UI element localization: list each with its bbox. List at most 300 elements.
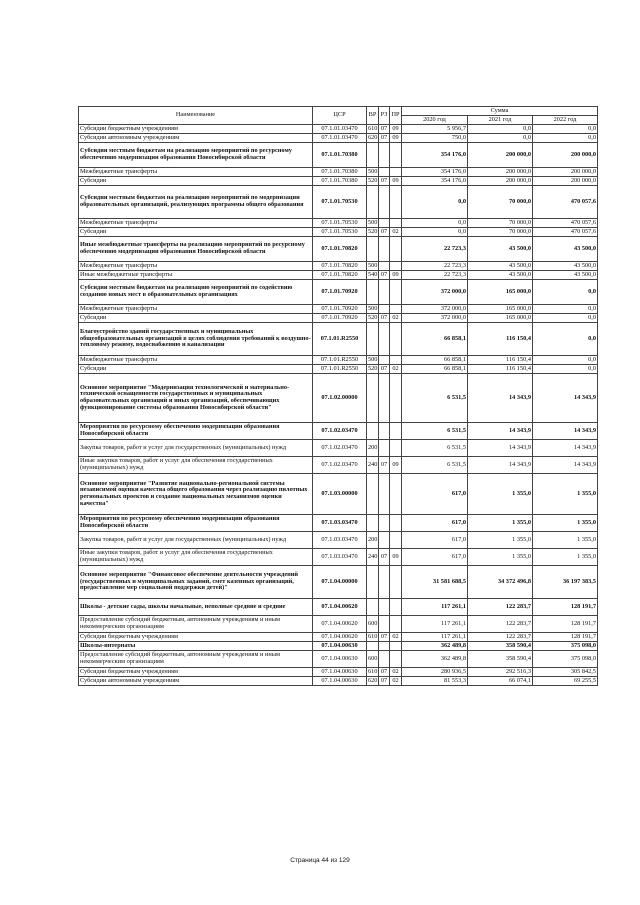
row-rz: [379, 440, 390, 457]
row-rz: 07: [379, 177, 390, 186]
row-rz: [379, 237, 390, 262]
budget-table: [78, 106, 598, 686]
row-value-2022: 305 842,5: [533, 668, 598, 677]
table-row: [79, 474, 598, 515]
row-name: Субсидии автономным учреждениям: [79, 677, 313, 686]
row-rz: 07: [379, 549, 390, 566]
row-name: Субсидии: [79, 177, 313, 186]
row-value-2020: 117 261,1: [402, 616, 468, 633]
row-pr: [390, 237, 402, 262]
row-value-2020: 6 531,5: [402, 440, 468, 457]
row-vr: 500: [368, 304, 378, 312]
row-csr: 07.1.01.70920: [313, 305, 367, 314]
row-csr: 07.1.04.00630: [313, 677, 367, 686]
row-name: Иные закупки товаров, работ и услуг для обеспечения государственных (муниципальных) нужд: [79, 549, 313, 566]
table-row: [79, 168, 598, 177]
row-name: Субсидии местным бюджетам на реализацию мероприятий по ресурсному обеспечению модернизации образования Новосибирской области: [79, 143, 313, 168]
row-value-2021: 0,0: [468, 125, 533, 134]
row-value-2020: 0,0: [402, 219, 468, 228]
row-name: Субсидии бюджетным учреждениям: [79, 633, 313, 642]
row-pr: [390, 219, 402, 228]
row-value-2021: 1 355,0: [468, 549, 533, 566]
row-name: Межбюджетные трансферты: [79, 219, 313, 228]
row-value-2022: 43 500,0: [533, 262, 598, 271]
row-value-2021: 292 516,3: [468, 668, 533, 677]
row-value-2022: 69 255,5: [533, 677, 598, 686]
row-value-2022: 470 057,6: [533, 219, 598, 228]
table-row: [79, 280, 598, 305]
row-value-2021: 165 000,0: [468, 314, 533, 323]
row-pr: [390, 356, 402, 365]
row-value-2022: 0,0: [533, 125, 598, 134]
row-csr: 07.1.01.70530: [313, 228, 367, 237]
row-vr: [367, 237, 379, 262]
row-csr: 07.1.01.70380: [313, 143, 367, 168]
row-rz: [379, 532, 390, 549]
row-value-2021: 122 283,7: [468, 599, 533, 616]
table-row: [79, 219, 598, 228]
row-vr: 500: [368, 355, 378, 363]
table-row: [79, 134, 598, 143]
row-rz: [379, 651, 390, 668]
row-csr: 07.1.04.00620: [313, 633, 367, 642]
row-value-2020: 372 000,0: [402, 280, 468, 305]
row-csr: 07.1.01.R2550: [313, 365, 367, 374]
row-value-2020: 81 553,3: [402, 677, 468, 686]
row-rz: [379, 642, 390, 651]
table-row: [79, 668, 598, 677]
row-csr: 07.1.04.00630: [313, 642, 367, 651]
row-value-2022: 1 355,0: [533, 515, 598, 532]
row-value-2022: 36 197 383,5: [533, 566, 598, 599]
table-row: [79, 599, 598, 616]
row-name: Основное мероприятие "Развитие национально-региональной системы независимой оценки качества общего образования через реализацию пилотных региональных проектов и создание национальных механизмов оценки качества": [79, 474, 313, 515]
row-csr: 07.1.04.00620: [313, 599, 367, 616]
row-name: Закупка товаров, работ и услуг для государственных (муниципальных) нужд: [79, 440, 313, 457]
row-pr: 09: [390, 549, 402, 566]
row-name: Межбюджетные трансферты: [79, 356, 313, 365]
row-value-2021: 70 000,0: [468, 219, 533, 228]
row-vr: [367, 515, 379, 532]
row-rz: 07: [379, 668, 390, 677]
table-row: [79, 228, 598, 237]
row-rz: [379, 219, 390, 228]
row-pr: [390, 616, 402, 633]
row-pr: [390, 305, 402, 314]
row-value-2021: 358 590,4: [468, 642, 533, 651]
row-csr: 07.1.03.03470: [313, 532, 367, 549]
row-value-2021: 43 500,0: [468, 237, 533, 262]
row-value-2020: 31 581 688,5: [402, 566, 468, 599]
row-value-2021: 116 150,4: [468, 323, 533, 356]
row-name: Школы - детские сады, школы начальные, неполные средние и средние: [79, 599, 313, 616]
row-csr: 07.1.04.00620: [313, 616, 367, 633]
row-value-2020: 280 936,5: [402, 668, 468, 677]
row-value-2021: 14 343,9: [468, 440, 533, 457]
row-value-2021: 165 000,0: [468, 305, 533, 314]
row-name: Мероприятия по ресурсному обеспечению модернизации образования Новосибирской области: [79, 423, 313, 440]
row-value-2020: 617,0: [402, 515, 468, 532]
row-value-2020: 66 858,1: [402, 356, 468, 365]
col-header-csr: ЦСР: [313, 107, 367, 125]
row-csr: 07.1.01.70380: [313, 177, 367, 186]
row-value-2022: 128 191,7: [533, 616, 598, 633]
row-pr: 02: [390, 365, 402, 374]
row-rz: [379, 566, 390, 599]
table-row: [79, 323, 598, 356]
row-name: Межбюджетные трансферты: [79, 262, 313, 271]
table-row: [79, 457, 598, 474]
row-value-2022: 0,0: [533, 356, 598, 365]
row-value-2021: 200 000,0: [468, 143, 533, 168]
row-value-2020: 362 489,8: [402, 651, 468, 668]
row-value-2021: 0,0: [468, 134, 533, 143]
row-csr: 07.1.02.03470: [313, 440, 367, 457]
row-value-2020: 6 531,5: [402, 457, 468, 474]
row-pr: 02: [390, 228, 402, 237]
row-vr: [367, 423, 379, 440]
row-name: Предоставление субсидий бюджетным, автономным учреждениям и иным некоммерческим организациям: [79, 616, 313, 633]
row-rz: 07: [379, 677, 390, 686]
row-pr: [390, 186, 402, 219]
table-row: [79, 515, 598, 532]
row-value-2022: 0,0: [533, 280, 598, 305]
row-value-2022: 1 355,0: [533, 549, 598, 566]
row-rz: [379, 356, 390, 365]
row-pr: 09: [390, 125, 402, 134]
row-name: Школы-интернаты: [79, 642, 313, 651]
row-vr: 620: [368, 676, 378, 684]
row-vr: [367, 642, 379, 651]
row-value-2021: 14 343,9: [468, 374, 533, 423]
row-rz: [379, 374, 390, 423]
row-name: Иные межбюджетные трансферты: [79, 271, 313, 280]
row-pr: [390, 323, 402, 356]
row-pr: 09: [390, 271, 402, 280]
row-name: Субсидии: [79, 314, 313, 323]
row-name: Иные закупки товаров, работ и услуг для обеспечения государственных (муниципальных) нужд: [79, 457, 313, 474]
row-vr: 500: [368, 261, 378, 269]
row-value-2020: 354 176,0: [402, 143, 468, 168]
row-rz: [379, 323, 390, 356]
row-pr: [390, 440, 402, 457]
row-csr: 07.1.01.70530: [313, 219, 367, 228]
row-name: Основное мероприятие "Финансовое обеспечение деятельности учреждений (государственных и муниципальных заданий, смет казенных организаций, предоставление мер социальной поддержки детей)": [79, 566, 313, 599]
row-name: Закупка товаров, работ и услуг для государственных (муниципальных) нужд: [79, 532, 313, 549]
row-csr: 07.1.04.00000: [313, 566, 367, 599]
row-value-2021: 116 150,4: [468, 365, 533, 374]
table-row: [79, 143, 598, 168]
row-pr: [390, 423, 402, 440]
row-csr: 07.1.01.70380: [313, 168, 367, 177]
row-pr: [390, 262, 402, 271]
row-vr: 620: [368, 133, 378, 141]
row-vr: [367, 143, 379, 168]
row-value-2020: 354 176,0: [402, 168, 468, 177]
row-value-2021: 1 355,0: [468, 532, 533, 549]
row-value-2020: 372 000,0: [402, 305, 468, 314]
row-value-2022: 14 343,9: [533, 457, 598, 474]
page-footer: Страница 44 из 129: [290, 857, 350, 864]
row-csr: 07.1.01.70530: [313, 186, 367, 219]
row-value-2022: 14 343,9: [533, 440, 598, 457]
row-value-2021: 200 000,0: [468, 177, 533, 186]
row-pr: [390, 168, 402, 177]
row-value-2022: 14 343,9: [533, 423, 598, 440]
row-value-2021: 116 150,4: [468, 356, 533, 365]
col-header-2022: 2022 год: [533, 116, 598, 125]
row-rz: 07: [379, 314, 390, 323]
col-header-vr: ВР: [367, 107, 379, 125]
row-name: Иные межбюджетные трансферты на реализацию мероприятий по ресурсному обеспечению модернизации образования Новосибирской области: [79, 237, 313, 262]
row-csr: 07.1.02.03470: [313, 423, 367, 440]
row-vr: [367, 186, 379, 219]
row-rz: 07: [379, 228, 390, 237]
row-value-2020: 617,0: [402, 474, 468, 515]
row-vr: 610: [368, 667, 378, 675]
row-csr: 07.1.03.00000: [313, 474, 367, 515]
row-rz: [379, 143, 390, 168]
col-header-rz: РЗ: [379, 107, 390, 125]
table-body: [79, 125, 598, 686]
row-value-2022: 43 500,0: [533, 271, 598, 280]
row-pr: [390, 599, 402, 616]
row-vr: [367, 280, 379, 305]
table-row: [79, 651, 598, 668]
table-row: [79, 374, 598, 423]
row-vr: [367, 374, 379, 423]
row-vr: 500: [368, 167, 378, 175]
row-vr: 600: [367, 651, 379, 668]
row-value-2020: 6 531,5: [402, 374, 468, 423]
col-header-2021: 2021 год: [468, 116, 533, 125]
row-pr: [390, 280, 402, 305]
row-pr: 09: [390, 177, 402, 186]
row-pr: [390, 374, 402, 423]
row-pr: 09: [390, 134, 402, 143]
row-value-2021: 1 355,0: [468, 474, 533, 515]
row-rz: [379, 186, 390, 219]
row-csr: 07.1.02.03470: [313, 457, 367, 474]
row-name: Субсидии: [79, 365, 313, 374]
row-csr: 07.1.01.R2550: [313, 356, 367, 365]
row-vr: [367, 323, 379, 356]
row-pr: 02: [390, 314, 402, 323]
row-vr: 520: [368, 227, 378, 235]
table-row: [79, 642, 598, 651]
row-value-2021: 34 372 496,8: [468, 566, 533, 599]
row-rz: [379, 280, 390, 305]
table-row: [79, 262, 598, 271]
table-row: [79, 423, 598, 440]
row-value-2021: 200 000,0: [468, 168, 533, 177]
table-row: [79, 125, 598, 134]
row-vr: 500: [368, 218, 378, 226]
row-csr: 07.1.01.03470: [313, 134, 367, 143]
row-vr: [367, 566, 379, 599]
row-rz: [379, 305, 390, 314]
row-rz: [379, 474, 390, 515]
col-header-sum: Сумма: [402, 107, 598, 116]
row-pr: 02: [390, 677, 402, 686]
row-value-2021: 122 283,7: [468, 616, 533, 633]
row-value-2022: 200 000,0: [533, 177, 598, 186]
row-rz: [379, 616, 390, 633]
row-value-2021: 165 000,0: [468, 280, 533, 305]
table-row: [79, 186, 598, 219]
row-value-2022: 14 343,9: [533, 374, 598, 423]
row-value-2022: 200 000,0: [533, 143, 598, 168]
row-rz: [379, 262, 390, 271]
row-rz: 07: [379, 365, 390, 374]
table-row: [79, 237, 598, 262]
row-rz: [379, 599, 390, 616]
row-vr: 240: [367, 457, 379, 474]
row-value-2022: 200 000,0: [533, 168, 598, 177]
row-rz: [379, 168, 390, 177]
row-value-2021: 122 283,7: [468, 633, 533, 642]
row-value-2022: 1 355,0: [533, 532, 598, 549]
row-value-2022: 0,0: [533, 314, 598, 323]
row-rz: [379, 515, 390, 532]
row-value-2020: 0,0: [402, 228, 468, 237]
row-name: Субсидии местным бюджетам на реализацию мероприятий по содействию созданию новых мест в образовательных организациях: [79, 280, 313, 305]
row-pr: [390, 143, 402, 168]
row-pr: [390, 566, 402, 599]
row-value-2022: 0,0: [533, 134, 598, 143]
row-rz: 07: [379, 633, 390, 642]
row-value-2022: 0,0: [533, 365, 598, 374]
table-row: [79, 365, 598, 374]
row-name: Субсидии местным бюджетам на реализацию мероприятий по модернизации образовательных организаций, реализующих программы общего образования: [79, 186, 313, 219]
row-value-2020: 5 956,7: [402, 125, 468, 134]
row-value-2022: 0,0: [533, 305, 598, 314]
row-value-2021: 43 500,0: [468, 262, 533, 271]
row-vr: 520: [368, 176, 378, 184]
row-value-2020: 6 531,5: [402, 423, 468, 440]
row-vr: [367, 474, 379, 515]
row-value-2020: 22 723,3: [402, 262, 468, 271]
row-name: Субсидии: [79, 228, 313, 237]
row-vr: 520: [368, 364, 378, 372]
row-csr: 07.1.01.70820: [313, 237, 367, 262]
row-csr: 07.1.04.00630: [313, 668, 367, 677]
row-value-2022: 128 191,7: [533, 633, 598, 642]
row-value-2020: 66 858,1: [402, 365, 468, 374]
col-header-2020: 2020 год: [402, 116, 468, 125]
row-csr: 07.1.01.R2550: [313, 323, 367, 356]
row-value-2022: 470 057,6: [533, 228, 598, 237]
row-pr: [390, 474, 402, 515]
col-header-name: Наименование: [79, 107, 313, 125]
row-name: Межбюджетные трансферты: [79, 168, 313, 177]
row-name: Мероприятия по ресурсному обеспечению модернизации образования Новосибирской области: [79, 515, 313, 532]
row-vr: 610: [368, 632, 378, 640]
row-value-2020: 617,0: [402, 549, 468, 566]
table-row: [79, 314, 598, 323]
row-pr: [390, 651, 402, 668]
row-value-2021: 14 343,9: [468, 457, 533, 474]
row-csr: 07.1.03.03470: [313, 549, 367, 566]
row-value-2022: 375 098,0: [533, 642, 598, 651]
row-value-2021: 70 000,0: [468, 228, 533, 237]
row-vr: 200: [367, 440, 379, 457]
table-row: [79, 440, 598, 457]
row-vr: 200: [367, 532, 379, 549]
row-value-2020: 354 176,0: [402, 177, 468, 186]
row-name: Предоставление субсидий бюджетным, автономным учреждениям и иным некоммерческим организациям: [79, 651, 313, 668]
row-csr: 07.1.02.00000: [313, 374, 367, 423]
row-value-2020: 362 489,8: [402, 642, 468, 651]
row-value-2020: 117 261,1: [402, 599, 468, 616]
row-pr: [390, 515, 402, 532]
row-vr: 610: [368, 124, 378, 132]
row-csr: 07.1.04.00630: [313, 651, 367, 668]
row-value-2021: 70 000,0: [468, 186, 533, 219]
table-row: [79, 177, 598, 186]
row-value-2020: 0,0: [402, 186, 468, 219]
table-row: [79, 633, 598, 642]
row-pr: [390, 532, 402, 549]
row-name: Основное мероприятие "Модернизация технологической и материально-технической оснащенности государственных и муниципальных образовательных организаций и иных организаций, обеспечивающих функционирование системы образования Новосибирской области": [79, 374, 313, 423]
row-csr: 07.1.01.70920: [313, 314, 367, 323]
row-csr: 07.1.01.70920: [313, 280, 367, 305]
row-value-2020: 66 858,1: [402, 323, 468, 356]
row-rz: 07: [379, 457, 390, 474]
col-header-pr: ПР: [390, 107, 402, 125]
row-pr: 02: [390, 633, 402, 642]
row-pr: 02: [390, 668, 402, 677]
row-value-2022: 43 500,0: [533, 237, 598, 262]
row-value-2020: 750,0: [402, 134, 468, 143]
row-value-2022: 375 098,0: [533, 651, 598, 668]
row-name: Благоустройство зданий государственных и муниципальных общеобразовательных организаций в целях соблюдения требований к воздушно-тепловому режиму, водоснабжению и канализации: [79, 323, 313, 356]
table-row: [79, 271, 598, 280]
row-pr: 09: [390, 457, 402, 474]
table-row: [79, 356, 598, 365]
row-value-2022: 1 355,0: [533, 474, 598, 515]
row-name: Субсидии автономным учреждениям: [79, 134, 313, 143]
table-row: [79, 532, 598, 549]
row-pr: [390, 642, 402, 651]
row-vr: 520: [368, 313, 378, 321]
row-value-2020: 22 723,3: [402, 237, 468, 262]
row-value-2020: 617,0: [402, 532, 468, 549]
row-value-2021: 43 500,0: [468, 271, 533, 280]
row-value-2022: 0,0: [533, 323, 598, 356]
row-csr: 07.1.01.03470: [313, 125, 367, 134]
row-value-2022: 128 191,7: [533, 599, 598, 616]
row-name: Субсидии бюджетным учреждениям: [79, 668, 313, 677]
row-value-2020: 117 261,1: [402, 633, 468, 642]
row-rz: [379, 423, 390, 440]
row-name: Субсидии бюджетным учреждениям: [79, 125, 313, 134]
row-value-2020: 22 723,3: [402, 271, 468, 280]
row-vr: [367, 599, 379, 616]
row-value-2021: 66 074,1: [468, 677, 533, 686]
row-csr: 07.1.01.70820: [313, 262, 367, 271]
row-vr: 540: [368, 270, 378, 278]
table-row: [79, 677, 598, 686]
table-row: [79, 616, 598, 633]
row-value-2022: 470 057,6: [533, 186, 598, 219]
row-vr: 600: [367, 616, 379, 633]
table-row: [79, 549, 598, 566]
row-rz: 07: [379, 125, 390, 134]
table-row: [79, 305, 598, 314]
row-csr: 07.1.03.03470: [313, 515, 367, 532]
row-value-2021: 1 355,0: [468, 515, 533, 532]
